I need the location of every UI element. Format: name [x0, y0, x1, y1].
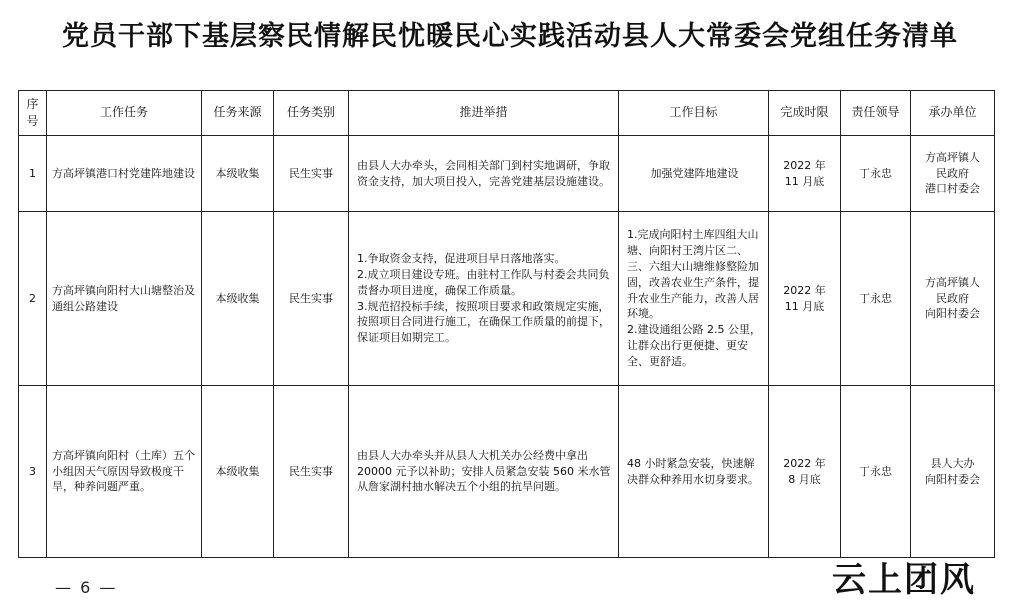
row-task: 方高坪镇向阳村大山塘整治及通组公路建设	[47, 212, 202, 386]
row-category: 民生实事	[274, 136, 349, 212]
row-category: 民生实事	[274, 386, 349, 558]
row-source: 本级收集	[202, 212, 274, 386]
row-seq: 1	[19, 136, 47, 212]
unit-line: 民政府	[936, 291, 969, 305]
table-row	[19, 212, 995, 386]
row-measures	[349, 136, 619, 212]
row-category: 民生实事	[274, 212, 349, 386]
goal-item: 加强党建阵地建设	[650, 166, 739, 180]
page-title: 党员干部下基层察民情解民忧暖民心实践活动县人大常委会党组任务清单	[62, 21, 958, 52]
unit-line: 港口村委会	[925, 182, 980, 196]
measure-item: 2.成立项目建设专班。由驻村工作队与村委会共同负责督办项目进度，确保工作质量。	[357, 267, 610, 297]
measure-item: 3.规范招投标手续，按照项目要求和政策规定实施，按照项目合同进行施工，在确保工作质量的前提下，保证项目如期完工。	[357, 299, 610, 345]
unit-line: 方高坪镇人	[925, 275, 980, 289]
row-deadline	[769, 386, 841, 558]
row-source: 本级收集	[202, 136, 274, 212]
deadline-month: 11 月底	[784, 174, 825, 188]
row-task: 方高坪镇向阳村（土库）五个小组因天气原因导致极度干旱，种养问题严重。	[47, 386, 202, 558]
table-header-row	[19, 91, 995, 136]
deadline-month: 8 月底	[788, 472, 821, 486]
header-goal: 工作目标	[619, 91, 769, 136]
measure-item: 1.争取资金支持，促进项目早日落地落实。	[357, 251, 566, 265]
page-number: — 6 —	[55, 578, 118, 597]
goal-item: 48 小时紧急安装，快速解决群众种养用水切身要求。	[627, 456, 759, 486]
unit-line: 向阳村委会	[925, 472, 980, 486]
row-unit	[911, 386, 995, 558]
unit-line: 民政府	[936, 166, 969, 180]
row-seq: 2	[19, 212, 47, 386]
header-leader: 责任领导	[841, 91, 911, 136]
header-source: 任务来源	[202, 91, 274, 136]
row-leader: 丁永忠	[841, 212, 911, 386]
row-goal	[619, 386, 769, 558]
deadline-year: 2022 年	[783, 456, 826, 470]
header-seq: 序号	[19, 91, 47, 136]
row-measures	[349, 212, 619, 386]
unit-line: 方高坪镇人	[925, 150, 980, 164]
table-row	[19, 136, 995, 212]
deadline-year: 2022 年	[783, 283, 826, 297]
row-unit	[911, 212, 995, 386]
table-row	[19, 386, 995, 558]
row-measures	[349, 386, 619, 558]
goal-item: 2.建设通组公路 2.5 公里，让群众出行更便捷、更安全、更舒适。	[627, 323, 761, 369]
row-source: 本级收集	[202, 386, 274, 558]
unit-line: 县人大办	[930, 456, 975, 470]
row-deadline	[769, 212, 841, 386]
deadline-year: 2022 年	[783, 158, 826, 172]
measure-item: 由县人大办牵头并从县人大机关办公经费中拿出 20000 元予以补助；安排人员紧急安装 560 米水管从詹家湖村抽水解决五个小组的抗旱问题。	[357, 448, 611, 494]
row-leader: 丁永忠	[841, 136, 911, 212]
measure-item: 由县人大办牵头，会同相关部门到村实地调研，争取资金支持，加大项目投入，完善党建基层设施建设。	[357, 158, 610, 188]
row-unit	[911, 136, 995, 212]
row-goal	[619, 136, 769, 212]
header-unit: 承办单位	[911, 91, 995, 136]
row-leader: 丁永忠	[841, 386, 911, 558]
row-seq: 3	[19, 386, 47, 558]
goal-item: 1.完成向阳村土库四组大山塘、向阳村王湾片区二、三、六组大山塘维修整险加固，改善农业生产条件，提升农业生产能力，改善人居环境。	[627, 227, 759, 321]
header-category: 任务类别	[274, 91, 349, 136]
row-task: 方高坪镇港口村党建阵地建设	[47, 136, 202, 212]
watermark-logo: 云上团风	[832, 560, 976, 600]
row-goal	[619, 212, 769, 386]
header-deadline: 完成时限	[769, 91, 841, 136]
header-measures: 推进举措	[349, 91, 619, 136]
row-deadline	[769, 136, 841, 212]
unit-line: 向阳村委会	[925, 307, 980, 321]
deadline-month: 11 月底	[784, 299, 825, 313]
header-task: 工作任务	[47, 91, 202, 136]
task-list-table	[18, 90, 995, 558]
